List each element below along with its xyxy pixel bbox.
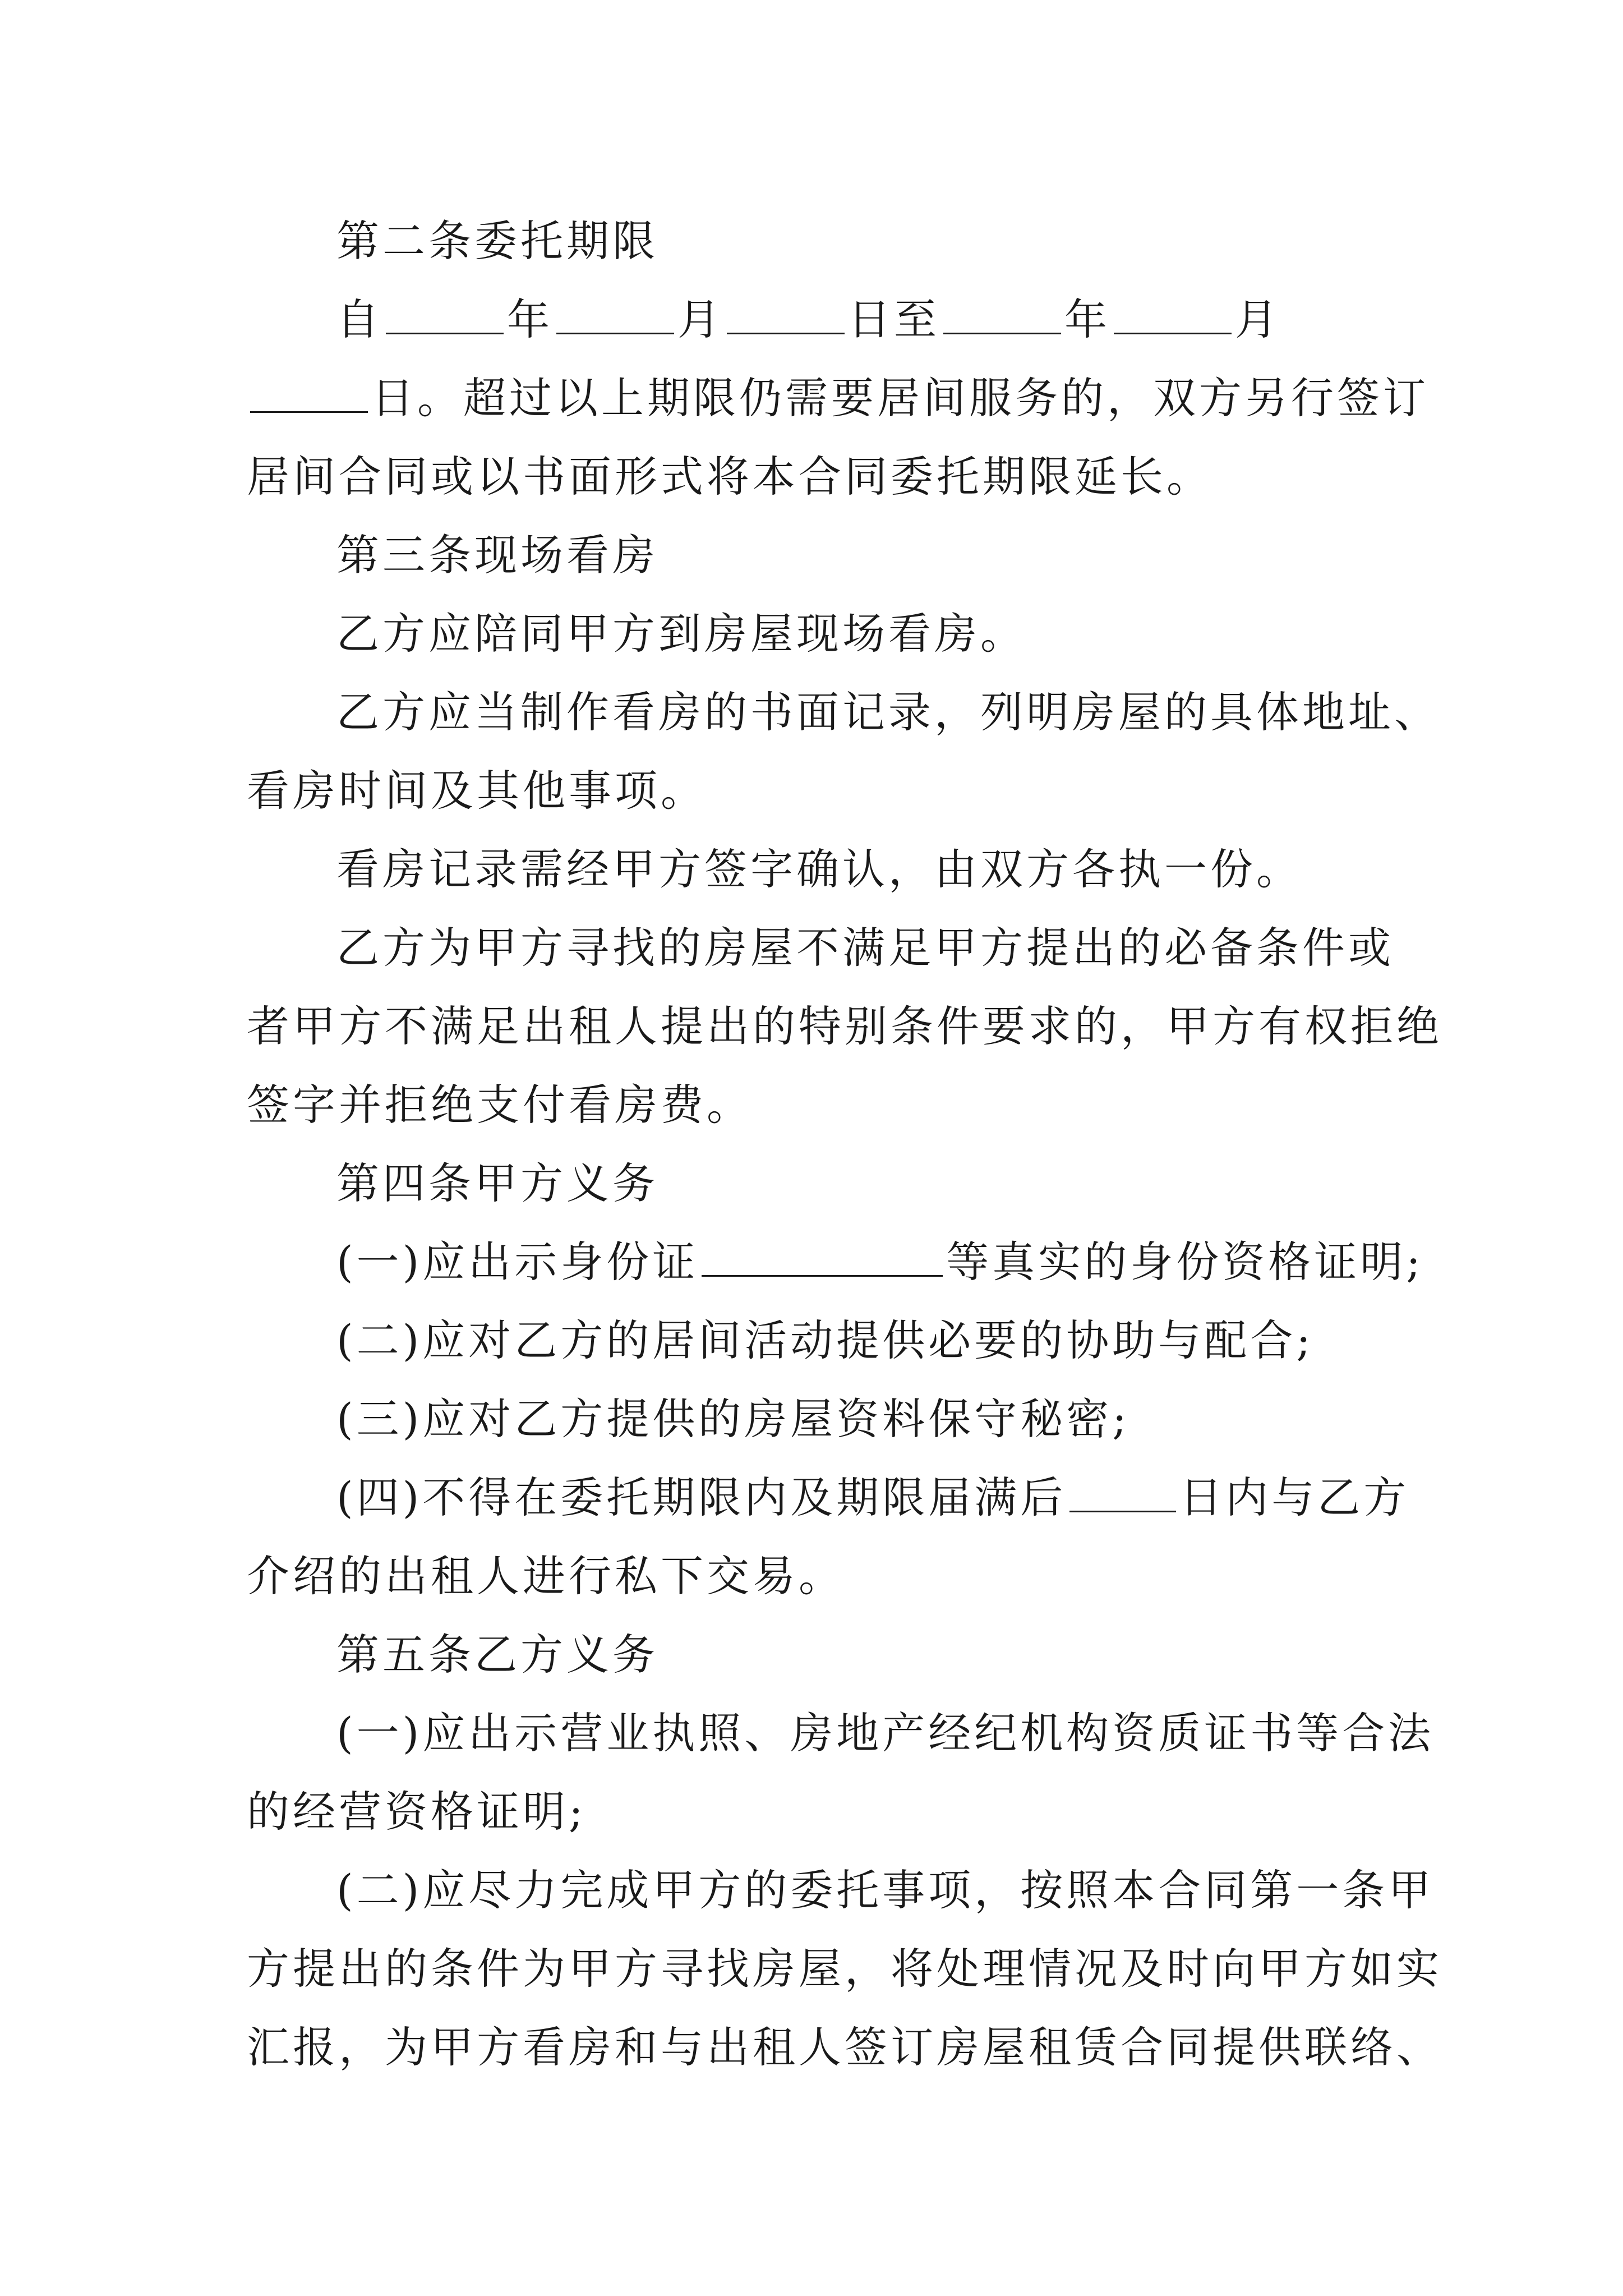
article-4-item-1-post: 等真实的身份资格证明; [946, 1237, 1424, 1287]
date-from-label: 自 [336, 295, 382, 344]
article-4-item-1-pre: (一)应出示身份证 [336, 1237, 699, 1287]
article-2-heading: 第二条委托期限 [336, 216, 658, 266]
article-2-line-3: 居间合同或以书面形式将本合同委托期限延长。 [247, 452, 1212, 501]
article-5-item-1-line-1: (一)应出示营业执照、房地产经纪机构资质证书等合法 [336, 1708, 1435, 1758]
article-2-line-2 [247, 359, 1429, 438]
year-label: 年 [507, 295, 553, 344]
article-5-item-2-line-1: (二)应尽力完成甲方的委托事项，按照本合同第一条甲 [336, 1865, 1435, 1915]
article-4-item-4-line-1 [247, 1458, 1410, 1537]
article-3-paragraph-4-line-2: 者甲方不满足出租人提出的特别条件要求的，甲方有权拒绝 [247, 1001, 1442, 1051]
article-5-item-2-line-3: 汇报，为甲方看房和与出租人签订房屋租赁合同提供联络、 [247, 2022, 1442, 2072]
article-2-date-line [247, 280, 1380, 359]
blank-start-day [727, 292, 845, 334]
article-4-item-4-post: 日内与乙方 [1179, 1473, 1410, 1522]
article-3-heading: 第三条现场看房 [336, 530, 658, 580]
article-2-text-2: 日。超过以上期限仍需要居间服务的，双方另行签订 [371, 373, 1429, 423]
blank-end-month [1114, 292, 1232, 334]
article-3-paragraph-2-line-1: 乙方应当制作看房的书面记录，列明房屋的具体地址、 [336, 687, 1440, 737]
article-4-item-3: (三)应对乙方提供的房屋资料保守秘密; [336, 1394, 1130, 1444]
article-4-item-1 [247, 1223, 1424, 1301]
month-label-2: 月 [1235, 295, 1281, 344]
blank-days [1069, 1470, 1176, 1512]
blank-end-day [250, 371, 368, 413]
day-to-label: 日至 [848, 295, 940, 344]
article-3-paragraph-4-line-3: 签字并拒绝支付看房费。 [247, 1080, 753, 1130]
article-4-heading: 第四条甲方义务 [336, 1158, 658, 1208]
blank-start-year [386, 292, 504, 334]
article-5-item-2-line-2: 方提出的条件为甲方寻找房屋，将处理情况及时向甲方如实 [247, 1944, 1442, 1994]
month-label: 月 [677, 295, 723, 344]
blank-start-month [556, 292, 674, 334]
article-3-paragraph-1: 乙方应陪同甲方到房屋现场看房。 [336, 609, 1026, 659]
document-body [247, 202, 1442, 2087]
article-3-paragraph-4-line-1: 乙方为甲方寻找的房屋不满足甲方提出的必备条件或 [336, 923, 1394, 973]
article-5-heading: 第五条乙方义务 [336, 1630, 658, 1680]
article-4-item-2: (二)应对乙方的居间活动提供必要的协助与配合; [336, 1315, 1314, 1365]
blank-end-year [943, 292, 1061, 334]
article-5-item-1-line-2: 的经营资格证明; [247, 1787, 587, 1837]
article-3-paragraph-3: 看房记录需经甲方签字确认，由双方各执一份。 [336, 844, 1302, 894]
blank-id-document [702, 1235, 943, 1277]
article-4-item-4-pre: (四)不得在委托期限内及期限届满后 [336, 1473, 1067, 1522]
article-4-item-4-line-2: 介绍的出租人进行私下交易。 [247, 1551, 845, 1601]
article-3-paragraph-2-line-2: 看房时间及其他事项。 [247, 766, 707, 816]
year-label-2: 年 [1064, 295, 1110, 344]
